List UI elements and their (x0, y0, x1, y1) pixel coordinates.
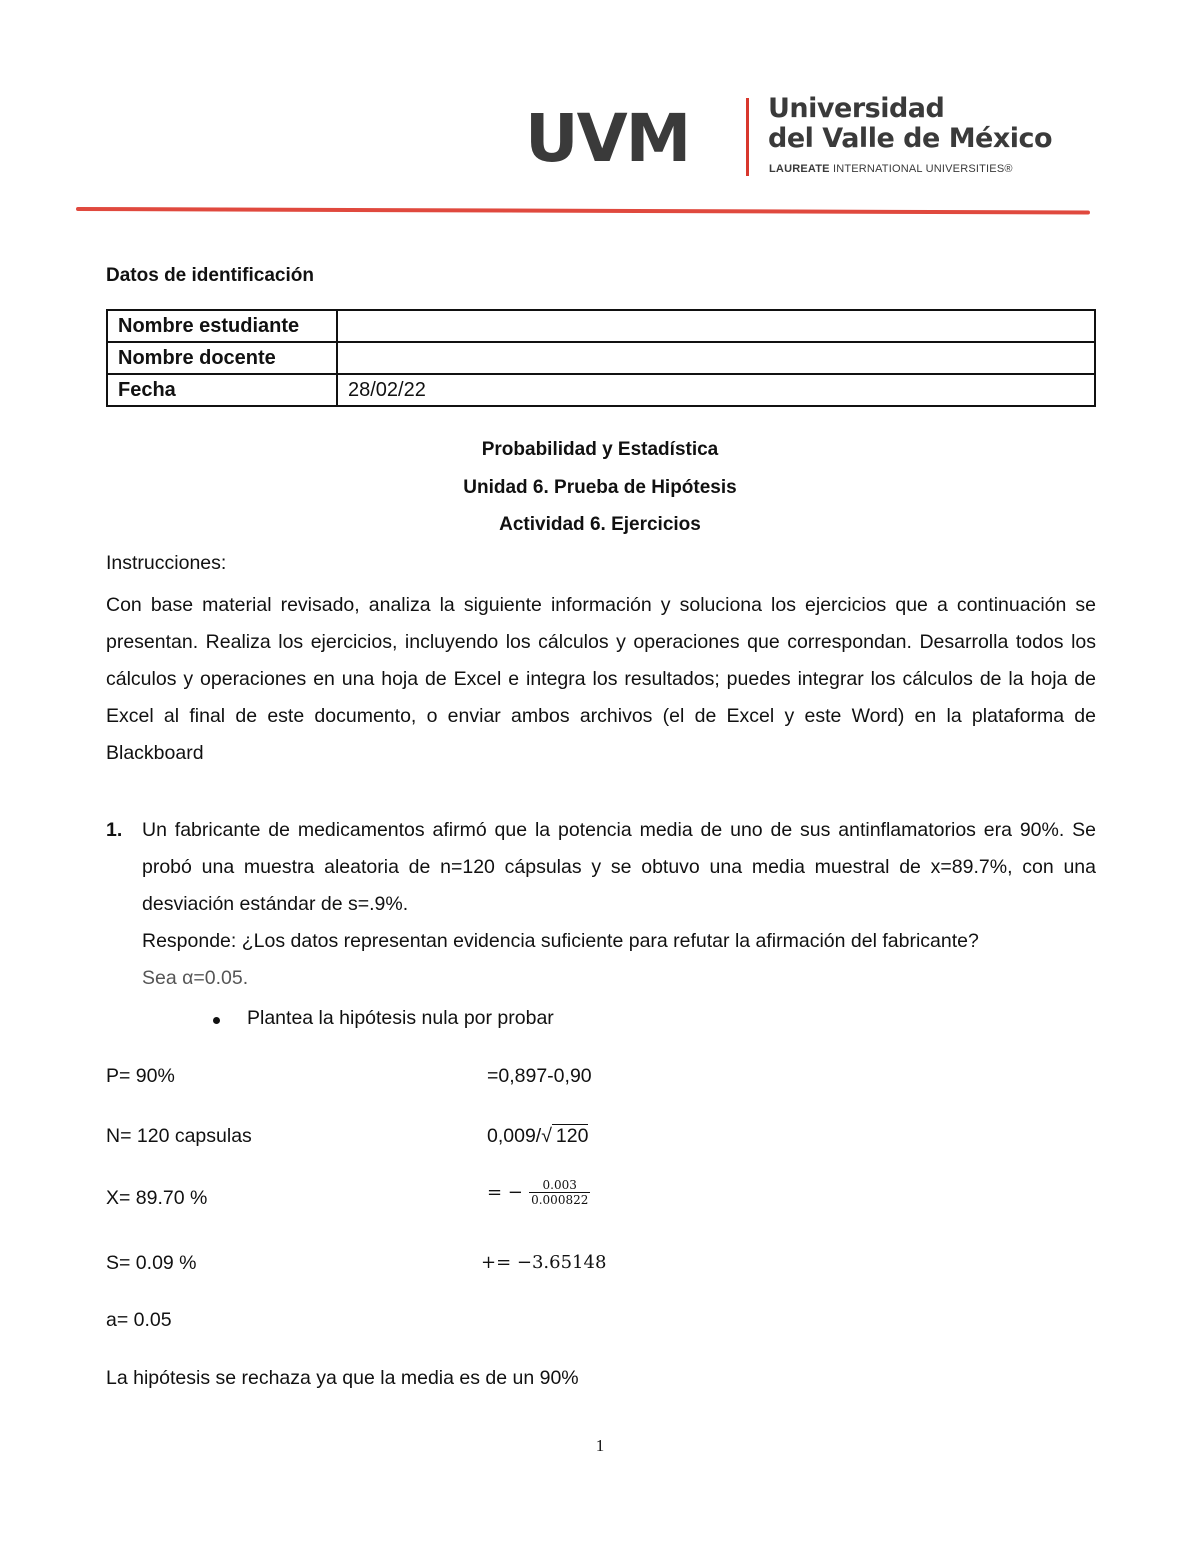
teacher-name-label: Nombre docente (107, 342, 337, 374)
calc-fraction (487, 1178, 590, 1207)
university-name-line1: Universidad (768, 93, 945, 124)
table-row (107, 342, 1095, 374)
instructions-text: Con base material revisado, analiza la siguiente información y soluciona los ejercicios que a continuación se presentan. Realiza los ejercicios, incluyendo los cálculos y operaciones que correspondan. Desarrolla todos los cálculos y operaciones en una hoja de Excel e integra los resultados; puedes integrar los cálculos de la hoja de Excel al final de este documento, o enviar ambos archivos (el de Excel y este Word) en la plataforma de Blackboard (106, 594, 1096, 764)
course-heading: Probabilidad y Estadística (481, 439, 719, 460)
calc-std-error-radicand: 120 (552, 1124, 589, 1147)
tagline-rest: INTERNATIONAL UNIVERSITIES® (832, 163, 1013, 175)
given-n: N= 120 capsulas (106, 1125, 252, 1147)
calc-std-error (487, 1125, 588, 1148)
identification-table (106, 309, 1096, 407)
calc-difference: =0,897-0,90 (487, 1065, 592, 1087)
teacher-name-value[interactable] (337, 342, 1095, 374)
calc-z-value: += −3.65148 (481, 1252, 607, 1273)
exercise-statement: Un fabricante de medicamentos afirmó que la potencia media de uno de sus antinflamatorios era 90%. Se probó una muestra aleatoria de n=120 cápsulas y se obtuvo una media muestral de x=89.7%, con una desviación estándar de s=.9%. (142, 819, 1096, 915)
fraction-denominator: 0.000822 (531, 1193, 589, 1207)
fraction (529, 1178, 590, 1207)
bullet-icon (213, 1017, 220, 1024)
hypothesis-bullet: Plantea la hipótesis nula por probar (247, 1007, 554, 1029)
university-name-line2: del Valle de México (768, 123, 1053, 154)
fraction-numerator: 0.003 (529, 1178, 590, 1193)
logo-tagline (769, 163, 1013, 175)
conclusion: La hipótesis se rechaza ya que la media es de un 90% (106, 1367, 579, 1389)
header-red-rule (76, 207, 1090, 215)
exercise-alpha: Sea α=0.05. (142, 967, 249, 989)
exercise-1 (106, 812, 1096, 997)
page-number: 1 (595, 1436, 605, 1455)
unit-heading: Unidad 6. Prueba de Hipótesis (463, 477, 737, 498)
logo-divider (746, 98, 749, 176)
calc-fraction-prefix: = − (487, 1182, 523, 1203)
university-name (768, 94, 1052, 154)
student-name-value[interactable] (337, 310, 1095, 342)
uvm-logo-mark: UVM (525, 100, 690, 177)
instructions-label: Instrucciones: (106, 552, 227, 574)
given-p: P= 90% (106, 1065, 175, 1087)
given-s: S= 0.09 % (106, 1252, 197, 1274)
date-value[interactable]: 28/02/22 (337, 374, 1095, 406)
given-a: a= 0.05 (106, 1309, 172, 1331)
date-label: Fecha (107, 374, 337, 406)
table-row (107, 374, 1095, 406)
given-x: X= 89.70 % (106, 1187, 208, 1209)
tagline-bold: LAUREATE (769, 163, 830, 175)
student-name-label: Nombre estudiante (107, 310, 337, 342)
activity-heading: Actividad 6. Ejercicios (499, 514, 701, 535)
table-row (107, 310, 1095, 342)
calc-std-error-prefix: 0,009/√ (487, 1125, 552, 1147)
exercise-question: Responde: ¿Los datos representan evidencia suficiente para refutar la afirmación del fabricante? (142, 930, 979, 952)
identification-title: Datos de identificación (106, 265, 314, 286)
exercise-number: 1. (106, 819, 123, 841)
